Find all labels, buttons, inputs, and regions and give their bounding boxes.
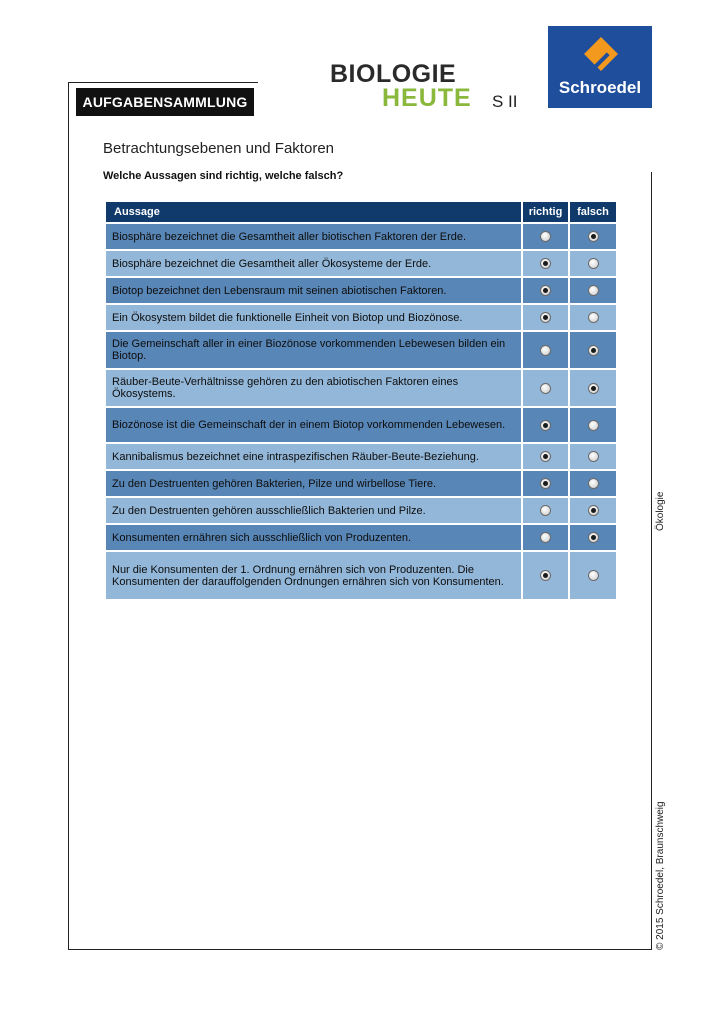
table-row	[106, 524, 616, 551]
cell-richtig	[522, 277, 569, 304]
cell-richtig	[522, 497, 569, 524]
radio-falsch[interactable]	[588, 570, 599, 581]
radio-richtig[interactable]	[540, 285, 551, 296]
radio-richtig[interactable]	[540, 505, 551, 516]
column-header-falsch: falsch	[569, 202, 616, 223]
diamond-icon	[584, 37, 618, 71]
cell-falsch	[569, 277, 616, 304]
radio-richtig[interactable]	[540, 570, 551, 581]
radio-falsch[interactable]	[588, 420, 599, 431]
table-row	[106, 277, 616, 304]
statement-text: Biosphäre bezeichnet die Gesamtheit aller Ökosysteme der Erde.	[106, 250, 522, 277]
radio-richtig[interactable]	[540, 383, 551, 394]
cell-richtig	[522, 443, 569, 470]
statements-table-wrapper	[106, 202, 616, 599]
statement-text: Zu den Destruenten gehören Bakterien, Pilze und wirbellose Tiere.	[106, 470, 522, 497]
table-header-row	[106, 202, 616, 223]
cell-falsch	[569, 443, 616, 470]
frame-right-line	[651, 172, 652, 950]
statement-text: Biozönose ist die Gemeinschaft der in einem Biotop vorkommenden Lebewesen.	[106, 407, 522, 443]
table-row	[106, 551, 616, 599]
cell-falsch	[569, 470, 616, 497]
frame-left-line	[68, 82, 69, 950]
statement-text: Biotop bezeichnet den Lebensraum mit seinen abiotischen Faktoren.	[106, 277, 522, 304]
topic-side-label	[654, 487, 668, 531]
cell-falsch	[569, 369, 616, 407]
frame-top-line	[68, 82, 258, 83]
level-label: S II	[492, 92, 518, 111]
radio-falsch[interactable]	[588, 312, 599, 323]
brand-line-1: BIOLOGIE	[330, 60, 457, 88]
radio-richtig[interactable]	[540, 478, 551, 489]
radio-falsch[interactable]	[588, 478, 599, 489]
cell-falsch	[569, 250, 616, 277]
statement-text: Nur die Konsumenten der 1. Ordnung ernähren sich von Produzenten. Die Konsumenten der darauffolgenden Ordnungen ernähren sich von Konsumenten.	[106, 551, 522, 599]
radio-falsch[interactable]	[588, 285, 599, 296]
column-header-aussage: Aussage	[106, 202, 522, 223]
radio-richtig[interactable]	[540, 420, 551, 431]
radio-falsch[interactable]	[588, 383, 599, 394]
statement-text: Die Gemeinschaft aller in einer Biozönose vorkommenden Lebewesen bilden ein Biotop.	[106, 331, 522, 369]
cell-falsch	[569, 304, 616, 331]
radio-falsch[interactable]	[588, 505, 599, 516]
question-text: Welche Aussagen sind richtig, welche falsch?	[103, 170, 344, 182]
copyright-text: © 2015 Schroedel, Braunschweig	[655, 801, 666, 950]
radio-richtig[interactable]	[540, 532, 551, 543]
statement-text: Kannibalismus bezeichnet eine intraspezifischen Räuber-Beute-Beziehung.	[106, 443, 522, 470]
logo-text: Schroedel	[558, 78, 642, 97]
cell-falsch	[569, 223, 616, 250]
table-row	[106, 443, 616, 470]
radio-falsch[interactable]	[588, 231, 599, 242]
statement-text: Räuber-Beute-Verhältnisse gehören zu den abiotischen Faktoren eines Ökosystems.	[106, 369, 522, 407]
cell-richtig	[522, 304, 569, 331]
column-header-richtig: richtig	[522, 202, 569, 223]
radio-falsch[interactable]	[588, 345, 599, 356]
cell-falsch	[569, 551, 616, 599]
aufgabensammlung-badge: AUFGABENSAMMLUNG	[76, 88, 254, 116]
cell-richtig	[522, 369, 569, 407]
radio-richtig[interactable]	[540, 231, 551, 242]
statements-table	[106, 202, 616, 599]
radio-richtig[interactable]	[540, 345, 551, 356]
radio-richtig[interactable]	[540, 451, 551, 462]
statement-text: Konsumenten ernähren sich ausschließlich von Produzenten.	[106, 524, 522, 551]
table-row	[106, 470, 616, 497]
statement-text: Zu den Destruenten gehören ausschließlich Bakterien und Pilze.	[106, 497, 522, 524]
table-row	[106, 304, 616, 331]
cell-richtig	[522, 470, 569, 497]
biologie-heute-logo	[330, 62, 470, 110]
schroedel-logo	[548, 26, 652, 108]
cell-falsch	[569, 407, 616, 443]
radio-falsch[interactable]	[588, 532, 599, 543]
table-row	[106, 407, 616, 443]
topic-text: Ökologie	[655, 491, 666, 531]
radio-richtig[interactable]	[540, 258, 551, 269]
page-title: Betrachtungsebenen und Faktoren	[103, 140, 334, 157]
table-row	[106, 369, 616, 407]
cell-richtig	[522, 331, 569, 369]
cell-richtig	[522, 223, 569, 250]
frame-bottom-line	[68, 949, 652, 950]
table-row	[106, 223, 616, 250]
cell-richtig	[522, 524, 569, 551]
copyright-side-label	[654, 788, 668, 950]
cell-falsch	[569, 524, 616, 551]
statement-text: Ein Ökosystem bildet die funktionelle Einheit von Biotop und Biozönose.	[106, 304, 522, 331]
cell-richtig	[522, 407, 569, 443]
cell-falsch	[569, 497, 616, 524]
table-row	[106, 250, 616, 277]
statement-text: Biosphäre bezeichnet die Gesamtheit aller biotischen Faktoren der Erde.	[106, 223, 522, 250]
cell-richtig	[522, 250, 569, 277]
cell-falsch	[569, 331, 616, 369]
table-row	[106, 331, 616, 369]
radio-falsch[interactable]	[588, 451, 599, 462]
radio-falsch[interactable]	[588, 258, 599, 269]
radio-richtig[interactable]	[540, 312, 551, 323]
cell-richtig	[522, 551, 569, 599]
table-row	[106, 497, 616, 524]
table-body	[106, 223, 616, 599]
brand-line-2: HEUTE	[382, 84, 472, 112]
